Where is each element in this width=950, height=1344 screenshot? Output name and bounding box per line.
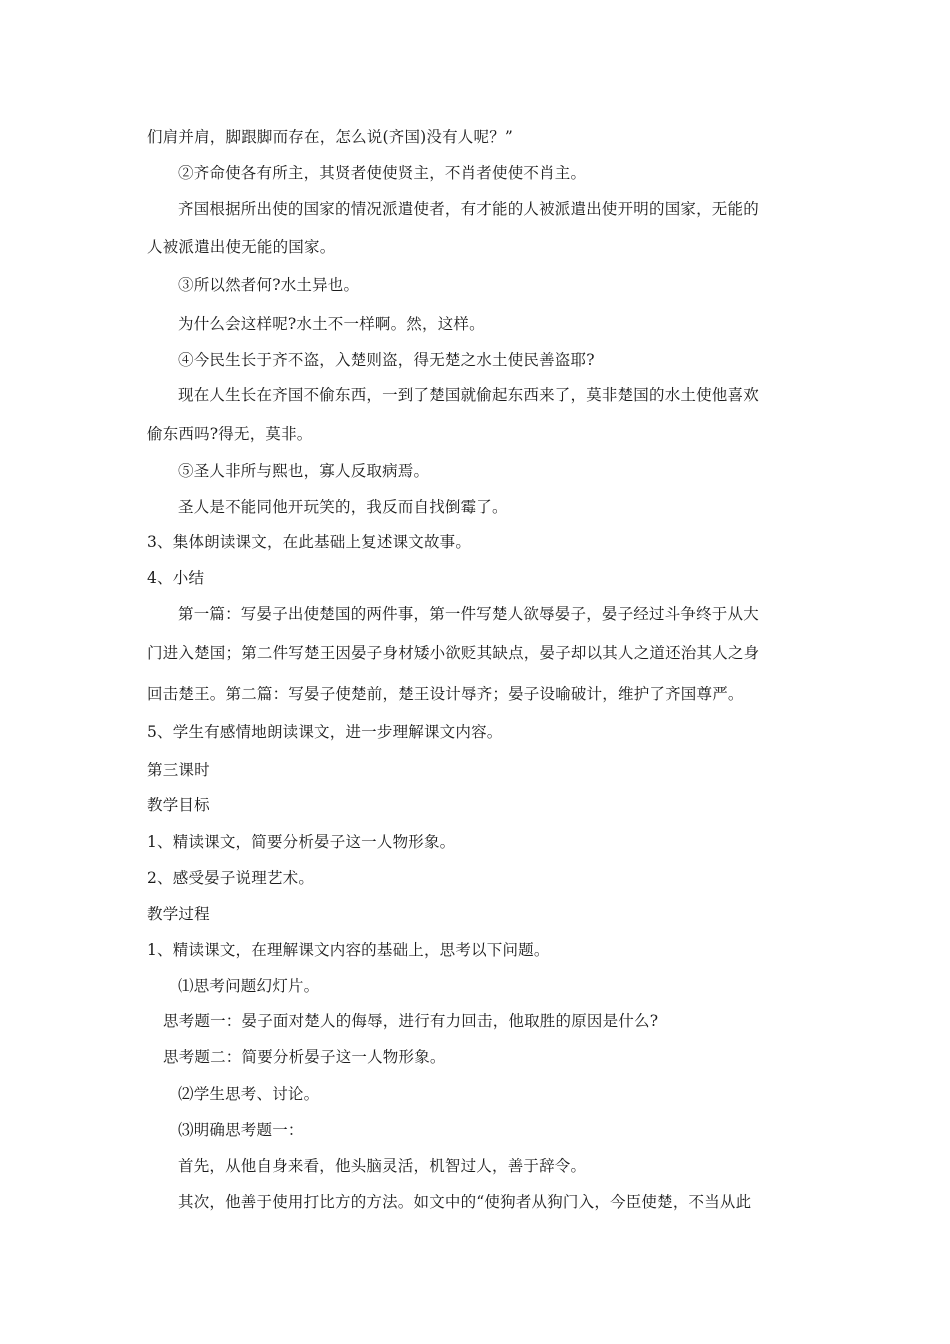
list-item: 1、精读课文，简要分析晏子这一人物形象。 [147,833,456,851]
text-line: 齐国根据所出使的国家的情况派遣使者，有才能的人被派遣出使开明的国家，无能的 [178,200,759,218]
text-line: 现在人生长在齐国不偷东西，一到了楚国就偷起东西来了，莫非楚国的水土使他喜欢 [178,386,759,404]
text-line: 为什么会这样呢?水土不一样啊。然，这样。 [178,315,485,333]
list-item: 2、感受晏子说理艺术。 [147,869,315,887]
text-line: 圣人是不能同他开玩笑的，我反而自找倒霉了。 [178,498,508,516]
text-line: 回击楚王。第二篇：写晏子使楚前，楚王设计辱齐；晏子设喻破计，维护了齐国尊严。 [147,685,744,703]
text-line: ②齐命使各有所主，其贤者使使贤主，不肖者使使不肖主。 [178,164,587,182]
text-line: 们肩并肩，脚跟脚而存在，怎么说(齐国)没有人呢？” [147,128,514,146]
text-line: 偷东西吗?得无，莫非。 [147,425,313,443]
text-line: ④今民生长于齐不盗，入楚则盗，得无楚之水土使民善盗耶? [178,351,595,369]
text-line: 第一篇：写晏子出使楚国的两件事，第一件写楚人欲辱晏子，晏子经过斗争终于从大 [178,605,759,623]
text-line: ⑤圣人非所与熙也，寡人反取病焉。 [178,462,430,480]
text-line: 人被派遣出使无能的国家。 [147,238,336,256]
section-heading: 教学目标 [147,796,210,814]
text-line: ③所以然者何?水土异也。 [178,276,360,294]
section-heading: 4、小结 [147,569,205,587]
section-heading: 5、学生有感情地朗读课文，进一步理解课文内容。 [147,723,503,741]
lesson-heading: 第三课时 [147,761,210,779]
text-line: 首先，从他自身来看，他头脑灵活，机智过人，善于辞令。 [178,1157,587,1175]
list-item: 1、精读课文，在理解课文内容的基础上，思考以下问题。 [147,941,550,959]
text-line: 思考题二：简要分析晏子这一人物形象。 [163,1048,446,1066]
text-line: 门进入楚国；第二件写楚王因晏子身材矮小欲贬其缺点，晏子却以其人之道还治其人之身 [147,644,760,662]
section-heading: 教学过程 [147,905,210,923]
text-line: 其次，他善于使用打比方的方法。如文中的“使狗者从狗门入，今臣使楚，不当从此 [178,1193,752,1211]
text-line: ⑵学生思考、讨论。 [178,1085,320,1103]
text-line: ⑶明确思考题一： [178,1121,304,1139]
text-line: 思考题一：晏子面对楚人的侮辱，进行有力回击，他取胜的原因是什么? [163,1012,659,1030]
text-line: ⑴思考问题幻灯片。 [178,977,320,995]
section-heading: 3、集体朗读课文，在此基础上复述课文故事。 [147,533,472,551]
